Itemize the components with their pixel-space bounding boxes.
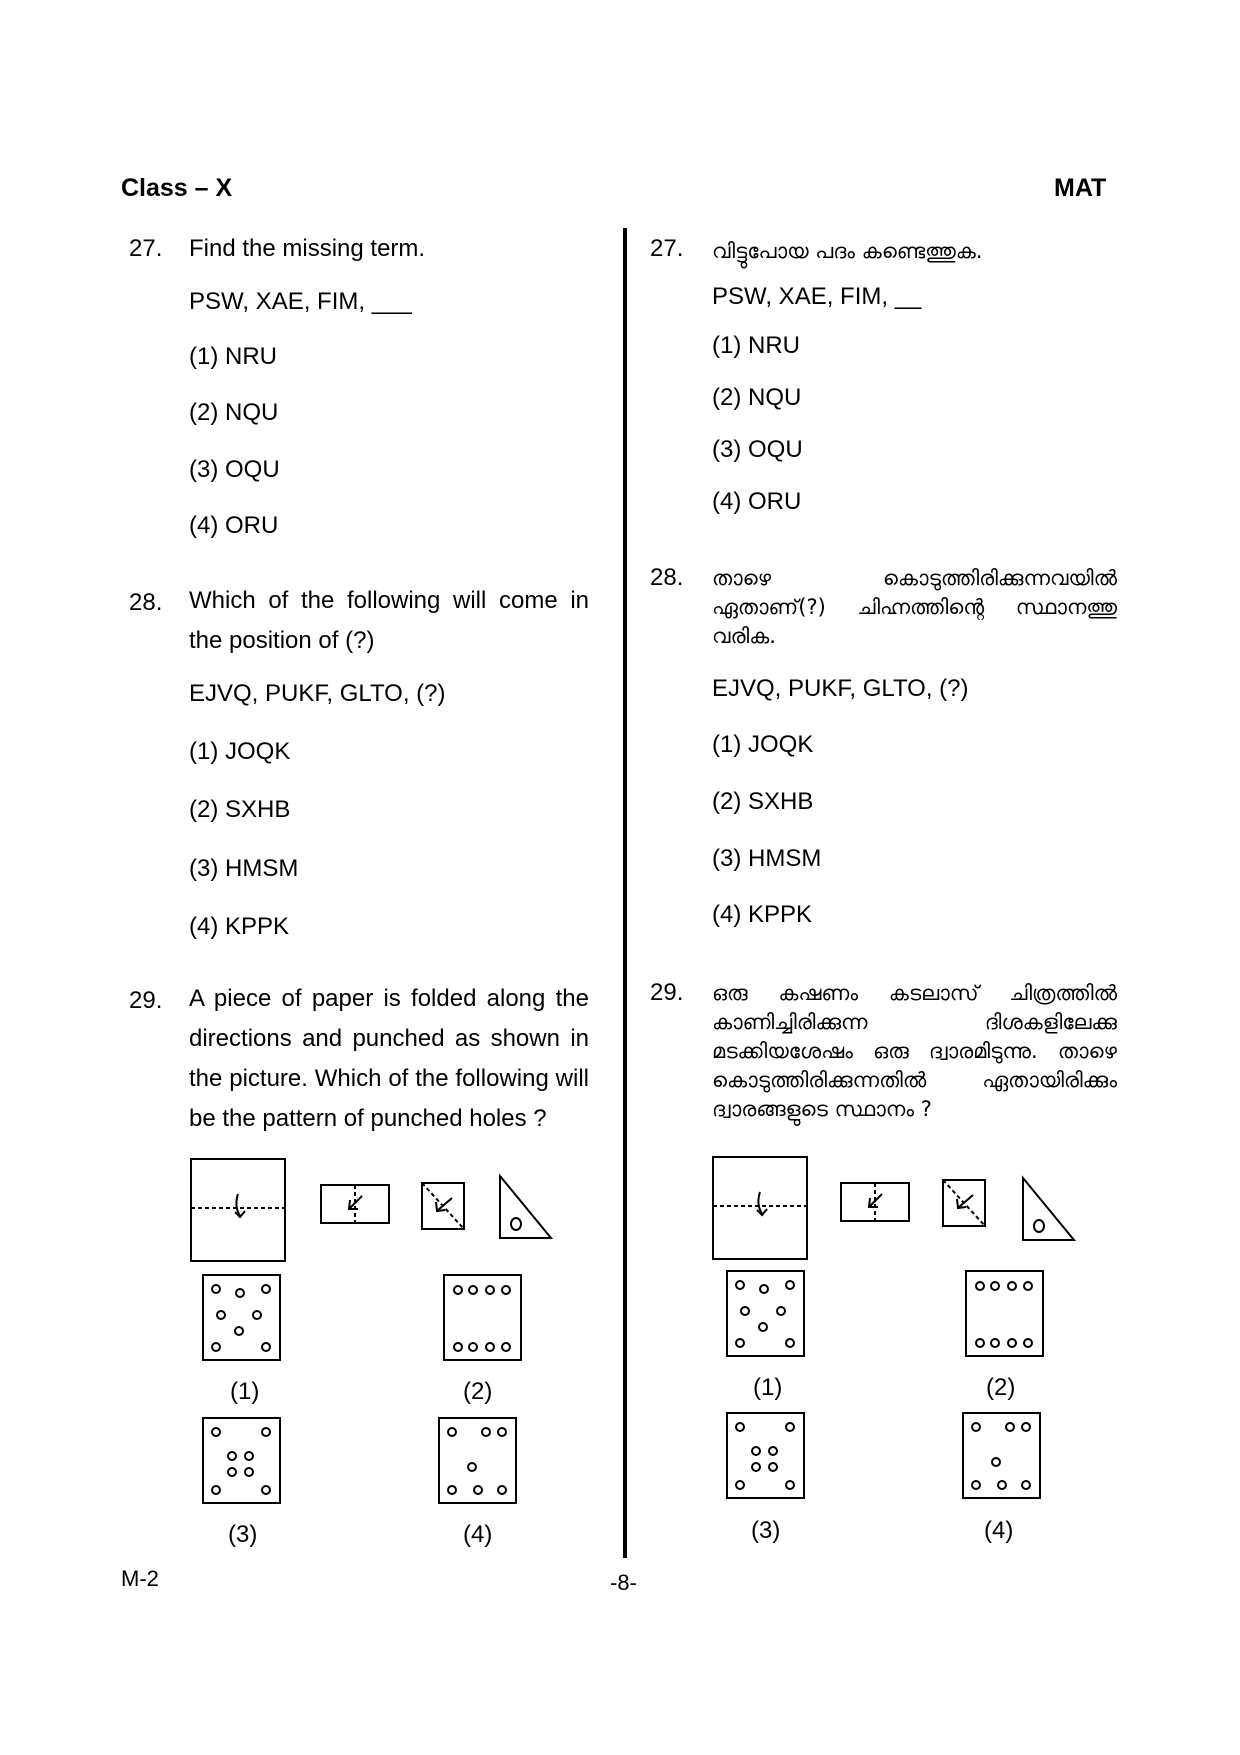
option-1[interactable]: (1) JOQK xyxy=(712,731,814,758)
answer-pattern-4 xyxy=(963,1413,1040,1498)
question-series: EJVQ, PUKF, GLTO, (?) xyxy=(712,675,969,702)
answer-pattern-1 xyxy=(727,1271,804,1356)
option-label-3[interactable]: (3) xyxy=(751,1517,781,1544)
answer-pattern-2 xyxy=(966,1271,1043,1356)
option-label-4[interactable]: (4) xyxy=(463,1521,493,1548)
question-text: താഴെ കൊടുത്തിരിക്കുന്നവയിൽ ഏതാണ്(?) ചിഹ്നത്തിന്റെ സ്ഥാനത്തു വരിക. xyxy=(712,566,1117,648)
question-number: 27. xyxy=(650,235,684,262)
option-3[interactable]: (3) HMSM xyxy=(712,845,822,872)
fold-step-1 xyxy=(191,1159,285,1261)
answer-pattern-2 xyxy=(444,1275,521,1360)
option-4[interactable]: (4) ORU xyxy=(712,488,802,515)
fold-step-3 xyxy=(943,1180,985,1226)
answer-pattern-3 xyxy=(727,1413,804,1498)
question-number: 29. xyxy=(129,987,163,1014)
option-1[interactable]: (1) JOQK xyxy=(189,738,291,765)
fold-step-2 xyxy=(841,1183,909,1221)
option-label-1[interactable]: (1) xyxy=(230,1378,260,1405)
ml-fold-sequence-figure xyxy=(712,1156,1082,1246)
answer-pattern-3 xyxy=(203,1418,280,1503)
footer-code: M-2 xyxy=(121,1566,159,1591)
question-series: PSW, XAE, FIM, ___ xyxy=(189,288,412,315)
question-number: 28. xyxy=(650,564,684,591)
option-4[interactable]: (4) KPPK xyxy=(712,901,813,928)
class-label: Class – X xyxy=(121,174,233,202)
fold-step-1 xyxy=(713,1157,807,1259)
option-2[interactable]: (2) NQU xyxy=(712,384,802,411)
option-2[interactable]: (2) NQU xyxy=(189,399,279,426)
page-number: -8- xyxy=(610,1570,637,1595)
option-label-1[interactable]: (1) xyxy=(753,1374,783,1401)
fold-step-4 xyxy=(500,1176,551,1238)
option-3[interactable]: (3) OQU xyxy=(712,436,803,463)
option-label-2[interactable]: (2) xyxy=(463,1378,493,1405)
fold-step-2 xyxy=(321,1185,389,1223)
subject-label: MAT xyxy=(1054,174,1107,202)
question-number: 29. xyxy=(650,979,684,1006)
question-number: 27. xyxy=(129,235,163,262)
option-2[interactable]: (2) SXHB xyxy=(712,788,814,815)
question-text: A piece of paper is folded along the directions and punched as shown in the picture. Which of the following will be the pattern of punched holes ? xyxy=(189,985,589,1132)
column-divider xyxy=(623,228,627,1558)
option-label-4[interactable]: (4) xyxy=(984,1517,1014,1544)
fold-step-3 xyxy=(422,1183,464,1229)
question-text: ഒരു കഷണം കടലാസ് ചിത്രത്തിൽ കാണിച്ചിരിക്കുന്ന ദിശകളിലേക്കു മടക്കിയശേഷം ഒരു ദ്വാരമിടുന്നു. താഴെ കൊടുത്തിരിക്കുന്നതിൽ ഏതായിരിക്കും ദ്വാരങ്ങളുടെ സ്ഥാനം ? xyxy=(712,981,1117,1121)
question-text: Find the missing term. xyxy=(189,235,426,262)
fold-step-4 xyxy=(1023,1178,1074,1240)
option-3[interactable]: (3) HMSM xyxy=(189,855,299,882)
question-series: PSW, XAE, FIM, __ xyxy=(712,283,922,310)
option-label-3[interactable]: (3) xyxy=(228,1521,258,1548)
en-fold-sequence-figure xyxy=(190,1158,560,1248)
option-2[interactable]: (2) SXHB xyxy=(189,796,291,823)
answer-pattern-4 xyxy=(439,1418,516,1503)
question-text: Which of the following will come in the position of (?) xyxy=(189,587,589,654)
question-series: EJVQ, PUKF, GLTO, (?) xyxy=(189,680,446,707)
option-label-2[interactable]: (2) xyxy=(986,1374,1016,1401)
question-number: 28. xyxy=(129,589,163,616)
option-3[interactable]: (3) OQU xyxy=(189,456,280,483)
option-1[interactable]: (1) NRU xyxy=(189,343,277,370)
option-4[interactable]: (4) ORU xyxy=(189,512,279,539)
option-4[interactable]: (4) KPPK xyxy=(189,913,290,940)
question-text: വിട്ടുപോയ പദം കണ്ടെത്തുക. xyxy=(712,239,983,263)
option-1[interactable]: (1) NRU xyxy=(712,332,800,359)
answer-pattern-1 xyxy=(203,1275,280,1360)
